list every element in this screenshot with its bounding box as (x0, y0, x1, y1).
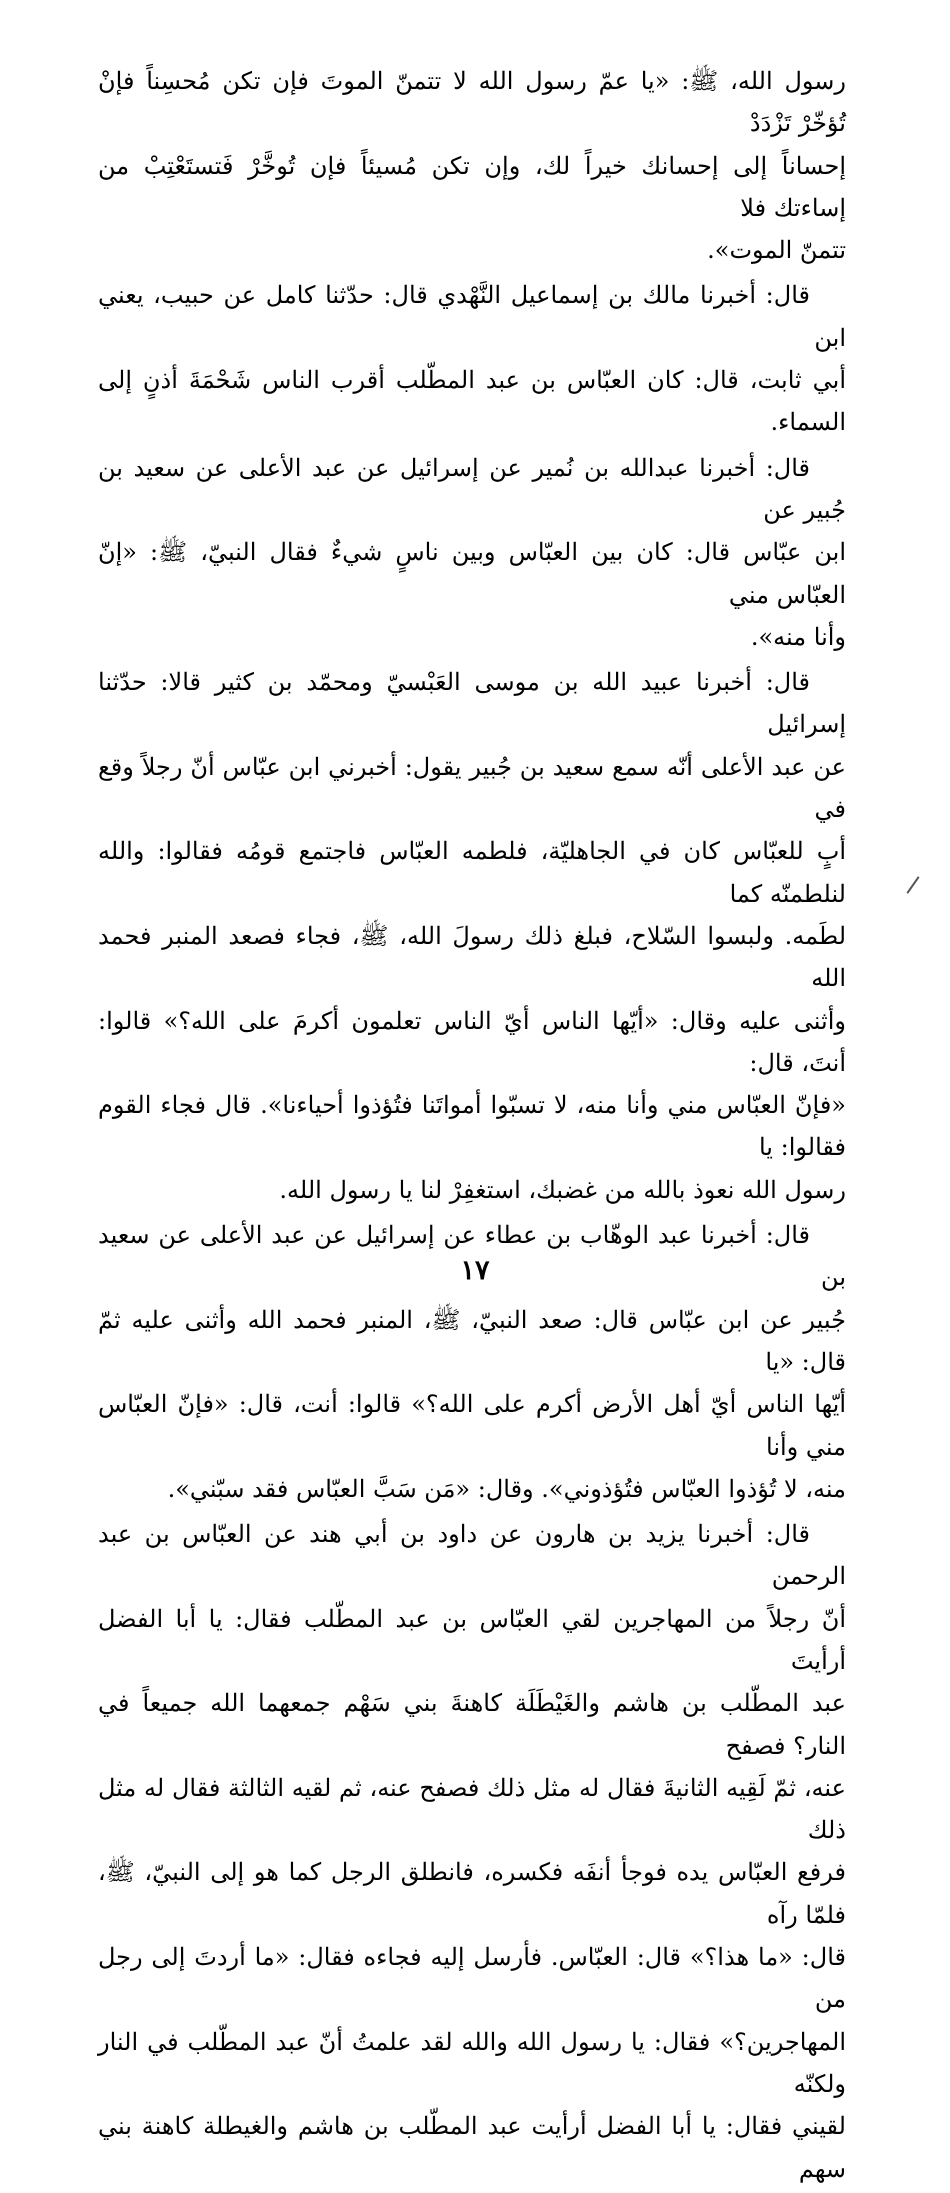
scan-mark (906, 876, 919, 894)
paragraph-4: قال: أخبرنا عبيد الله بن موسى العَبْسيّ ومحمّد بن كثير قالا: حدّثنا إسرائيل عن عبد الأعلى أنّه سمع سعيد بن جُبير يقول: أخبرني ابن عبّاس أنّ رجلاً وقع في أبٍ للعبّاس كان في الجاهليّة، فلطمه العبّاس فاجتمع قومُه فقالوا: والله لنلطمنّه كما لطَمه. ولبسوا السّلاح، فبلغ ذلك رسولَ الله، ﷺ، فجاء فصعد المنبر فحمد الله وأثنى عليه وقال: «أيّها الناس أيّ الناس تعلمون أكرمَ على الله؟» قالوا: أنتَ، قال: «فإنّ العبّاس مني وأنا منه، لا تسبّوا أمواتَنا فتُؤذوا أحياءنا». قال فجاء القوم فقالوا: يا رسول الله نعوذ بالله من غضبك، استغفِرْ لنا يا رسول الله. (98, 668, 847, 1204)
paragraph-3: قال: أخبرنا عبدالله بن نُمير عن إسرائيل عن عبد الأعلى عن سعيد بن جُبير عن ابن عبّاس قال: كان بين العبّاس وبين ناسٍ شيءٌ فقال النبيّ، ﷺ: «إنّ العبّاس مني وأنا منه». (98, 453, 846, 651)
paragraph-2: قال: أخبرنا مالك بن إسماعيل النَّهْدي قال: حدّثنا كامل عن حبيب، يعني ابن أبي ثابت، قال: كان العبّاس بن عبد المطّلب أقرب الناس شَحْمَةَ أذنٍ إلى السماء. (98, 281, 846, 437)
paragraph-1: رسول الله، ﷺ: «يا عمّ رسول الله لا تتمنّ الموتَ فإن تكن مُحسِناً فإنْ تُؤخّرْ تَزْدَدْ إحساناً إلى إحسانك خيراً لك، وإن تكن مُسيئاً فإن تُوخَّرْ فَتستَعْتِبْ من إساءتك فلا تتمنّ الموت». (98, 67, 846, 265)
paragraph-5: قال: أخبرنا عبد الوهّاب بن عطاء عن إسرائيل عن عبد الأعلى عن سعيد بن جُبير عن ابن عبّاس قال: صعد النبيّ، ﷺ، المنبر فحمد الله وأثنى عليه ثمّ قال: «يا أيّها الناس أيّ أهل الأرض أكرم على الله؟» قالوا: أنت، قال: «فإنّ العبّاس مني وأنا منه، لا تُؤذوا العبّاس فتُؤذوني». وقال: «مَن سَبَّ العبّاس فقد سبّني». (98, 1221, 846, 1503)
page-number: ١٧ (460, 1255, 490, 1286)
page-body (98, 60, 846, 2193)
paragraph-6: قال: أخبرنا يزيد بن هارون عن داود بن أبي هند عن العبّاس بن عبد الرحمن أنّ رجلاً من المهاجرين لقي العبّاس بن عبد المطّلب فقال: يا أبا الفضل أرأيتَ عبد المطّلب بن هاشم والغَيْطَلَة كاهنةَ بني سَهْم جمعهما الله جميعاً في النار؟ فصفح عنه، ثمّ لَقِيه الثانيةَ فقال له مثل ذلك فصفح عنه، ثم لقيه الثالثة فقال له مثل ذلك فرفع العبّاس يده فوجأ أنفَه فكسره، فانطلق الرجل كما هو إلى النبيّ، ﷺ، فلمّا رآه قال: «ما هذا؟» قال: العبّاس. فأرسل إليه فجاءه فقال: «ما أردتَ إلى رجل من المهاجرين؟» فقال: يا رسول الله والله لقد علمتُ أنّ عبد المطّلب في النار ولكنّه لقيني فقال: يا أبا الفضل أرأيت عبد المطّلب بن هاشم والغيطلة كاهنة بني سهم (98, 1520, 846, 2183)
